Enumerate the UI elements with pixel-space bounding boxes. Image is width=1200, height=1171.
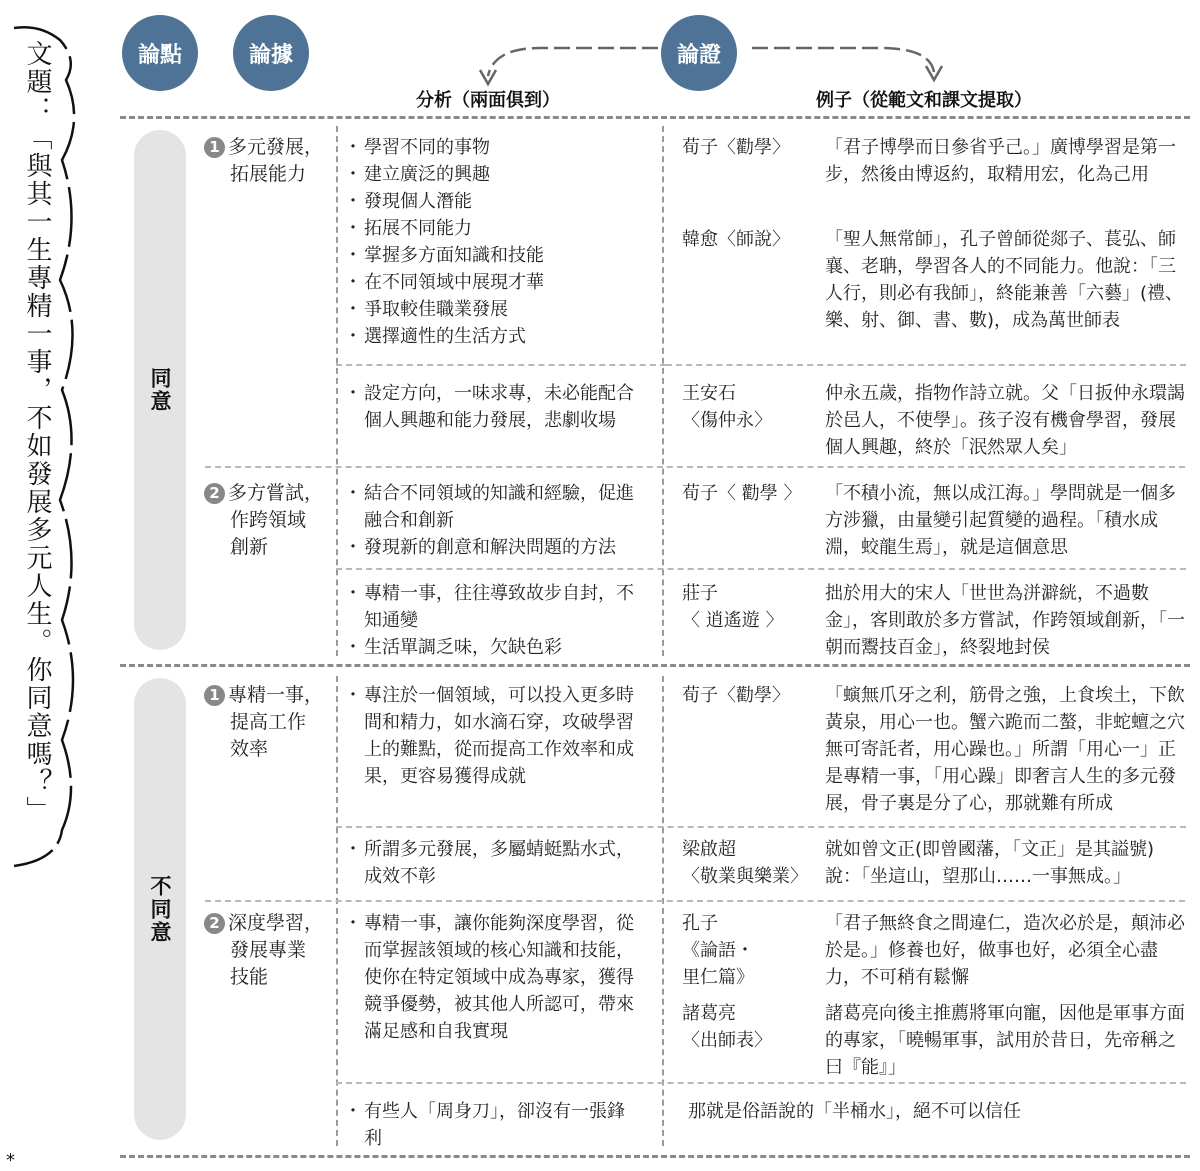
essay-prompt: 文題：「與其一生專精一事，不如發展多元人生。你同意嗎？」 (22, 40, 52, 824)
prompt-bracket (0, 0, 100, 1171)
row-separator (336, 364, 666, 366)
svg-text:*: * (6, 1150, 15, 1171)
number-badge: 1 (204, 685, 225, 706)
example-text: 「君子無終食之間違仁，造次必於是，顛沛必於是。」修養也好，做事也好，必須全心盡力，不可稍有鬆懈 (825, 913, 1185, 988)
example-source: 韓愈〈師說〉 (682, 229, 790, 250)
row-separator (336, 826, 1186, 828)
example-source: 孔子 《論語・ 里仁篇》 (682, 913, 754, 988)
bottom-rule (120, 1155, 1190, 1158)
col-divider (336, 676, 338, 1146)
analysis-list (348, 910, 640, 1045)
example-source: 荀子〈 勸學 〉 (682, 483, 802, 504)
col-divider (662, 126, 664, 656)
topic-agree-2: 2 多方嘗試， 作跨領域 創新 (204, 480, 332, 561)
row-separator (205, 900, 1185, 902)
analysis-list (348, 682, 640, 790)
row-separator (336, 1082, 1186, 1084)
topic-disagree-2: 2 深度學習， 發展專業 技能 (204, 910, 332, 991)
proof-arrows (430, 30, 950, 90)
analysis-item: ・ 拓展不同能力 (348, 215, 648, 242)
example-source: 荀子〈勸學〉 (682, 137, 790, 158)
side-label-agree: 同意 (134, 130, 186, 650)
analysis-item: ・ 爭取較佳職業發展 (348, 296, 648, 323)
analysis-item: ・ 建立廣泛的興趣 (348, 161, 648, 188)
number-badge: 1 (204, 137, 225, 158)
analysis-item: ・ 專精一事，往往導致故步自封，不知通變 (348, 580, 640, 634)
example-source: 王安石 〈傷仲永〉 (682, 383, 772, 431)
side-label-disagree: 不同意 (134, 678, 186, 1140)
analysis-item: ・ 掌握多方面知識和技能 (348, 242, 648, 269)
example-source: 梁啟超 〈敬業與樂業〉 (682, 839, 808, 887)
analysis-item: ・ 所謂多元發展，多屬蜻蜓點水式，成效不彰 (348, 836, 640, 890)
example-text: 那就是俗語說的「半桶水」，絕不可以信任 (688, 1101, 1021, 1122)
example-text: 「不積小流，無以成江海。」學問就是一個多方涉獵，由量變引起質變的過程。「積水成淵，蛟龍生焉」，就是這個意思 (825, 483, 1176, 558)
number-badge: 2 (204, 483, 225, 504)
argument-proof-bubble: 論證 (661, 15, 737, 91)
example-text: 「君子博學而日參省乎己。」廣博學習是第一步，然後由博返約，取精用宏，化為己用 (825, 137, 1176, 185)
analysis-item: ・ 發現個人潛能 (348, 188, 648, 215)
analysis-item: ・ 發現新的創意和解決問題的方法 (348, 534, 640, 561)
analysis-list (348, 380, 640, 434)
row-separator (205, 466, 1185, 468)
example-source: 莊子 〈 逍遙遊 〉 (682, 583, 784, 631)
number-badge: 2 (204, 913, 225, 934)
analysis-item: ・ 在不同領域中展現才華 (348, 269, 648, 296)
argument-point-bubble: 論點 (122, 15, 198, 91)
analysis-item: ・ 有些人「周身刀」，卻沒有一張鋒利 (348, 1098, 640, 1152)
example-source: 荀子〈勸學〉 (682, 685, 790, 706)
analysis-item: ・ 學習不同的事物 (348, 134, 648, 161)
section-divider (120, 664, 1190, 667)
header-rule (120, 116, 1190, 119)
analysis-item: ・ 專精一事，讓你能夠深度學習，從而掌握該領域的核心知識和技能，使你在特定領域中成為專家，獲得競爭優勢，被其他人所認可，帶來滿足感和自我實現 (348, 910, 640, 1045)
analysis-item: ・ 選擇適性的生活方式 (348, 323, 648, 350)
example-text: 「螾無爪牙之利，筋骨之強，上食埃土，下飲黃泉，用心一也。蟹六跪而二螯，非蛇蟺之穴無可寄託者，用心躁也。」所謂「用心一」正是專精一事，「用心躁」即奢言人生的多元發展，骨子裏是分了心，那就難有所成 (825, 685, 1185, 814)
topic-disagree-1: 1 專精一事， 提高工作 效率 (204, 682, 332, 763)
analysis-list (348, 480, 640, 561)
analysis-item: ・ 專注於一個領域，可以投入更多時間和精力，如水滴石穿，攻破學習上的難點，從而提高工作效率和成果，更容易獲得成就 (348, 682, 640, 790)
example-text: 諸葛亮向後主推薦將軍向寵，因他是軍事方面的專家，「曉暢軍事，試用於昔日，先帝稱之曰『能』」 (825, 1003, 1185, 1078)
examples-header: 例子（從範文和課文提取） (816, 90, 1032, 111)
row-separator (336, 568, 1186, 570)
col-divider (662, 676, 664, 1146)
topic-agree-1: 1 多元發展， 拓展能力 (204, 134, 332, 188)
argument-ground-bubble: 論據 (233, 15, 309, 91)
analysis-list (348, 1098, 640, 1152)
example-text: 拙於用大的宋人「世世為洴澼絖，不過數金」，客則敢於多方嘗試，作跨領域創新，「一朝而鬻技百金」，終裂地封侯 (825, 583, 1185, 658)
example-text: 就如曾文正(即曾國藩，「文正」是其謚號)說：「坐這山，望那山……一事無成。」 (825, 839, 1155, 887)
example-text: 仲永五歲，指物作詩立就。父「日扳仲永環謁於邑人，不使學」。孩子沒有機會學習，發展個人興趣，終於「泯然眾人矣」 (825, 383, 1185, 458)
analysis-header: 分析（兩面俱到） (416, 90, 560, 111)
analysis-list (348, 836, 640, 890)
row-separator (666, 364, 1186, 366)
analysis-list (348, 580, 640, 661)
analysis-item: ・ 設定方向，一味求專，未必能配合個人興趣和能力發展，悲劇收場 (348, 380, 640, 434)
example-text: 「聖人無常師」，孔子曾師從郯子、萇弘、師襄、老聃，學習各人的不同能力。他說：「三人行，則必有我師」，終能兼善「六藝」(禮、樂、射、御、書、數)，成為萬世師表 (825, 229, 1184, 331)
analysis-item: ・ 結合不同領域的知識和經驗，促進融合和創新 (348, 480, 640, 534)
example-source: 諸葛亮 〈出師表〉 (682, 1003, 772, 1051)
col-divider (336, 126, 338, 656)
analysis-list (348, 134, 648, 350)
analysis-item: ・ 生活單調乏味，欠缺色彩 (348, 634, 640, 661)
